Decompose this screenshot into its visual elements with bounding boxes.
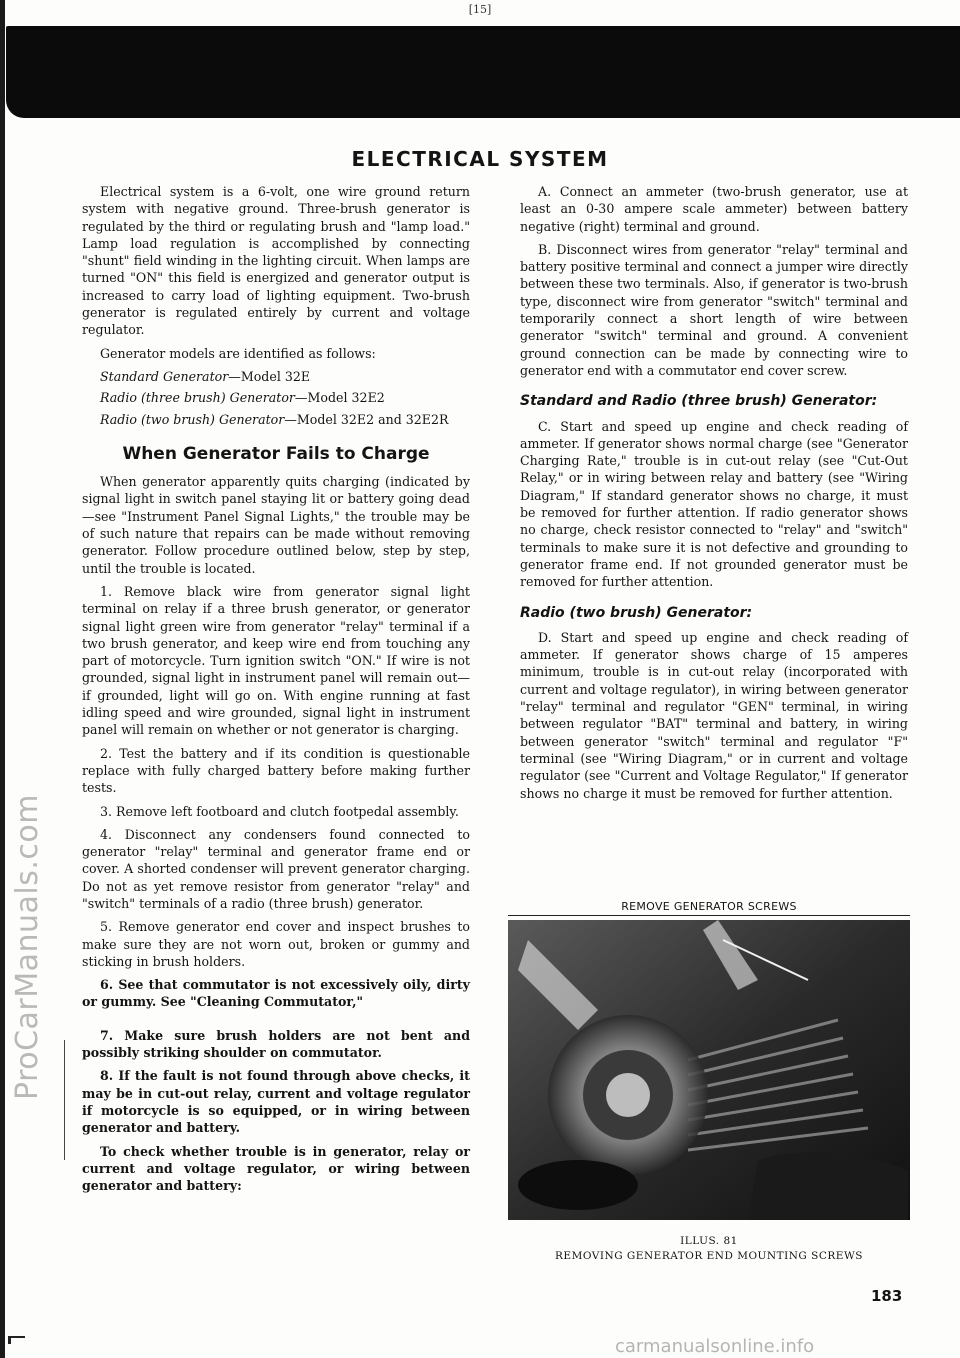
section-heading: When Generator Fails to Charge: [122, 443, 430, 464]
step-c: C. Start and speed up engine and check reading of ammeter. If generator shows normal charge (see "Generator Charging Rate," trouble is in cut-out relay (see "Cut-Out Relay," or in wiring between relay and battery (see "Wiring Diagram," If standard generator shows no charge, it must be removed for further attention. If radio generator shows no charge, check resistor connected to "relay" and "switch" terminals to make sure it is not defective and grounding to generator frame end. If not grounded generator must be removed for further attention.: [520, 418, 908, 590]
left-column: [82, 183, 470, 1200]
heading-radio-two: Radio (two brush) Generator:: [520, 604, 753, 621]
step-8: 8. If the fault is not found through above checks, it may be in cut-out relay, current and voltage regulator if motorcycle is so equipped, or in wiring between generator and battery.: [82, 1068, 470, 1136]
step-d: D. Start and speed up engine and check reading of ammeter. If generator shows charge of 15 amperes minimum, trouble is in cut-out relay (incorporated with current and voltage regulator), in wiring between generator "relay" terminal and regulator "GEN" terminal, in wiring between regulator "BAT" terminal and battery, in wiring between generator "switch" terminal and regulator "F" terminal (see "Wiring Diagram," or in current and voltage regulator (see "Current and Voltage Regulator," If generator shows no charge it must be removed for further attention.: [520, 629, 908, 801]
model-radio-three: [100, 389, 470, 406]
model-radio-two: [100, 411, 470, 428]
right-column: [520, 183, 908, 808]
step-2: 2. Test the battery and if its condition is questionable replace with fully charged battery before making further tests.: [82, 745, 470, 796]
page-title: ELECTRICAL SYSTEM: [351, 147, 609, 171]
model-standard: [100, 368, 470, 385]
fail-intro: When generator apparently quits charging (indicated by signal light in switch panel staying lit or battery going dead—see "Instrument Panel Signal Lights," the trouble may be of such nature that repairs can be made without removing generator. Follow procedure outlined below, step by step, until the trouble is located.: [82, 474, 470, 576]
illus-number: ILLUS. 81: [680, 1235, 738, 1247]
step-3: 3. Remove left footboard and clutch footpedal assembly.: [100, 803, 459, 819]
left-edge-rule: [0, 0, 5, 1358]
figure-caption: [508, 1234, 910, 1264]
page-number: 183: [871, 1287, 903, 1305]
generator-photo-image: [508, 920, 910, 1220]
figure-illus-81: [508, 900, 910, 1264]
heading-standard-radio-three: Standard and Radio (three brush) Generator:: [520, 393, 878, 410]
model-standard-value: —Model 32E: [228, 368, 311, 384]
bottom-watermark: carmanualsonline.info: [615, 1336, 815, 1357]
step-a: A. Connect an ammeter (two-brush generator, use at least an 0-30 ampere scale ammeter) between battery negative (right) terminal and ground.: [520, 184, 908, 234]
model-radio-two-value: —Model 32E2 and 32E2R: [284, 411, 449, 427]
page-label: [15]: [468, 3, 492, 16]
header-black-band: [6, 26, 960, 118]
closing-paragraph: To check whether trouble is in generator, relay or current and voltage regulator, or wiring between generator and battery:: [82, 1143, 470, 1194]
illus-caption: REMOVING GENERATOR END MOUNTING SCREWS: [555, 1250, 863, 1262]
model-radio-three-value: —Model 32E2: [294, 390, 385, 406]
intro-paragraph: Electrical system is a 6-volt, one wire ground return system with negative ground. Three-brush generator is regulated by the third or regulating brush and "lamp load." Lamp load regulation is accomplished by connecting "shunt" field winding in the lighting circuit. When lamps are turned "ON" this field is energized and generator output is increased to carry load of lighting equipment. Two-brush generator is regulated entirely by current and voltage regulator.: [82, 184, 470, 338]
step-b: B. Disconnect wires from generator "relay" terminal and battery positive terminal and connect a jumper wire directly between these two terminals. Also, if generator is two-brush type, disconnect wire from generator "switch" terminal and temporarily connect a short length of wire between generator "switch" terminal and ground. A convenient ground connection can be made by connecting wire to generator end with a commutator end cover screw.: [520, 241, 908, 378]
step-6: 6. See that commutator is not excessively oily, dirty or gummy. See "Cleaning Commutator,": [82, 977, 470, 1010]
step-5: 5. Remove generator end cover and inspect brushes to make sure they are not worn out, broken or gummy and sticking in brush holders.: [82, 919, 470, 969]
figure-top-label: REMOVE GENERATOR SCREWS: [508, 900, 910, 916]
model-standard-name: Standard Generator: [100, 368, 229, 384]
step-7: 7. Make sure brush holders are not bent and possibly striking shoulder on commutator.: [82, 1027, 470, 1061]
step-1: 1. Remove black wire from generator signal light terminal on relay if a three brush generator, or generator signal light green wire from generator "relay" terminal if a two brush generator, and keep wire end from touching any part of motorcycle. Turn ignition switch "ON." If wire is not grounded, signal light in instrument panel will remain out—if grounded, light will go on. With engine running at fast idling speed and wire grounded, signal light in instrument panel will remain on whether or not generator is charging.: [82, 583, 470, 738]
corner-mark-icon: [8, 1336, 25, 1344]
side-watermark: ProCarManuals.com: [10, 793, 45, 1100]
model-radio-three-name: Radio (three brush) Generator: [100, 390, 295, 406]
models-intro: Generator models are identified as follows:: [100, 345, 376, 361]
model-radio-two-name: Radio (two brush) Generator: [100, 411, 285, 427]
margin-rule: [64, 1040, 65, 1160]
step-4: 4. Disconnect any condensers found connected to generator "relay" terminal and generator frame end or cover. A shorted condenser will prevent generator charging. Do not as yet remove resistor from generator "relay" and "switch" terminals of a radio (three brush) generator.: [82, 826, 470, 911]
